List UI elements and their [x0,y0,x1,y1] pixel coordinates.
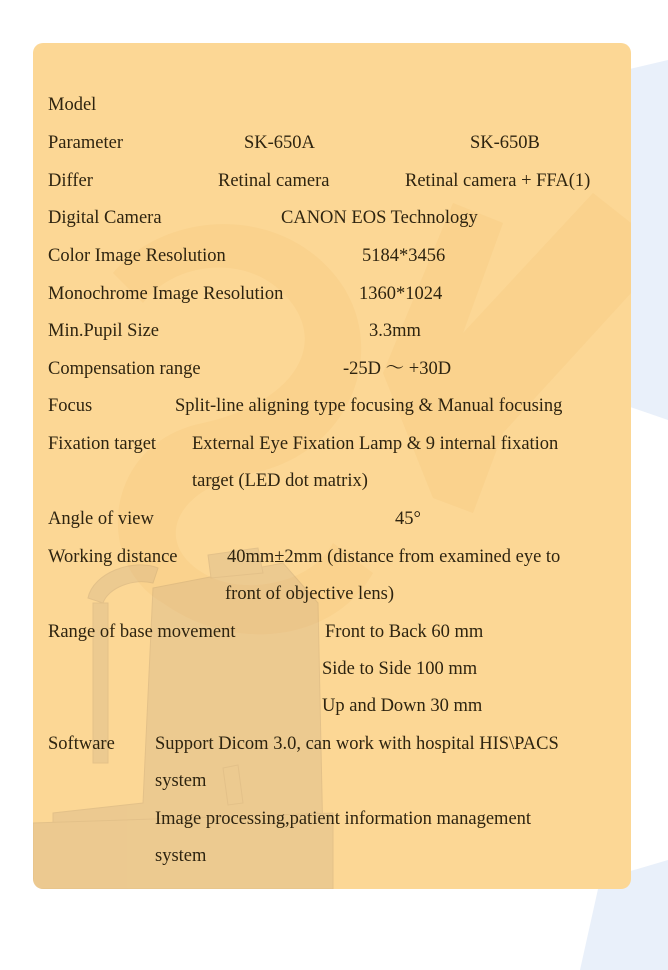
row-color-resolution-value: 5184*3456 [362,246,446,266]
row-software-line4: system [155,846,207,866]
row-angle-value: 45° [395,509,421,529]
row-min-pupil-label: Min.Pupil Size [48,321,160,341]
row-min-pupil-value: 3.3mm [369,321,421,341]
row-fixation-label: Fixation target [48,434,157,454]
row-software-line3: Image processing,patient information management [155,809,532,829]
row-mono-resolution-value: 1360*1024 [359,284,443,304]
head-support [88,565,158,603]
row-working-distance-line1: 40mm±2mm (distance from examined eye to [227,547,561,567]
row-differ-col-a: Retinal camera [218,171,330,191]
row-parameter-col-b: SK-650B [470,133,540,153]
row-mono-resolution-label: Monochrome Image Resolution [48,284,284,304]
spec-card [33,43,631,889]
row-fixation-line2: target (LED dot matrix) [192,471,368,491]
row-base-movement-line1: Front to Back 60 mm [325,622,484,642]
row-focus-label: Focus [48,396,93,416]
row-color-resolution-label: Color Image Resolution [48,246,226,266]
row-base-movement-line2: Side to Side 100 mm [322,659,478,679]
row-compensation-label: Compensation range [48,359,201,379]
row-software-label: Software [48,734,115,754]
row-digital-camera-value: CANON EOS Technology [281,208,478,228]
row-differ-col-b: Retinal camera + FFA(1) [405,171,591,191]
row-software-line1: Support Dicom 3.0, can work with hospital HIS\PACS [155,734,559,754]
row-focus-value: Split-line aligning type focusing & Manual focusing [175,396,563,416]
row-compensation-value: -25D ～ +30D [343,359,452,379]
row-base-movement-label: Range of base movement [48,622,236,642]
row-differ-label: Differ [48,171,93,191]
row-model-label: Model [48,95,97,115]
row-working-distance-line2: front of objective lens) [225,584,395,604]
row-fixation-line1: External Eye Fixation Lamp & 9 internal fixation [192,434,559,454]
row-software-line2: system [155,771,207,791]
row-working-distance-label: Working distance [48,547,178,567]
row-angle-label: Angle of view [48,509,154,529]
row-parameter-label: Parameter [48,133,123,153]
row-digital-camera-label: Digital Camera [48,208,162,228]
row-base-movement-line3: Up and Down 30 mm [322,696,483,716]
row-parameter-col-a: SK-650A [244,133,315,153]
